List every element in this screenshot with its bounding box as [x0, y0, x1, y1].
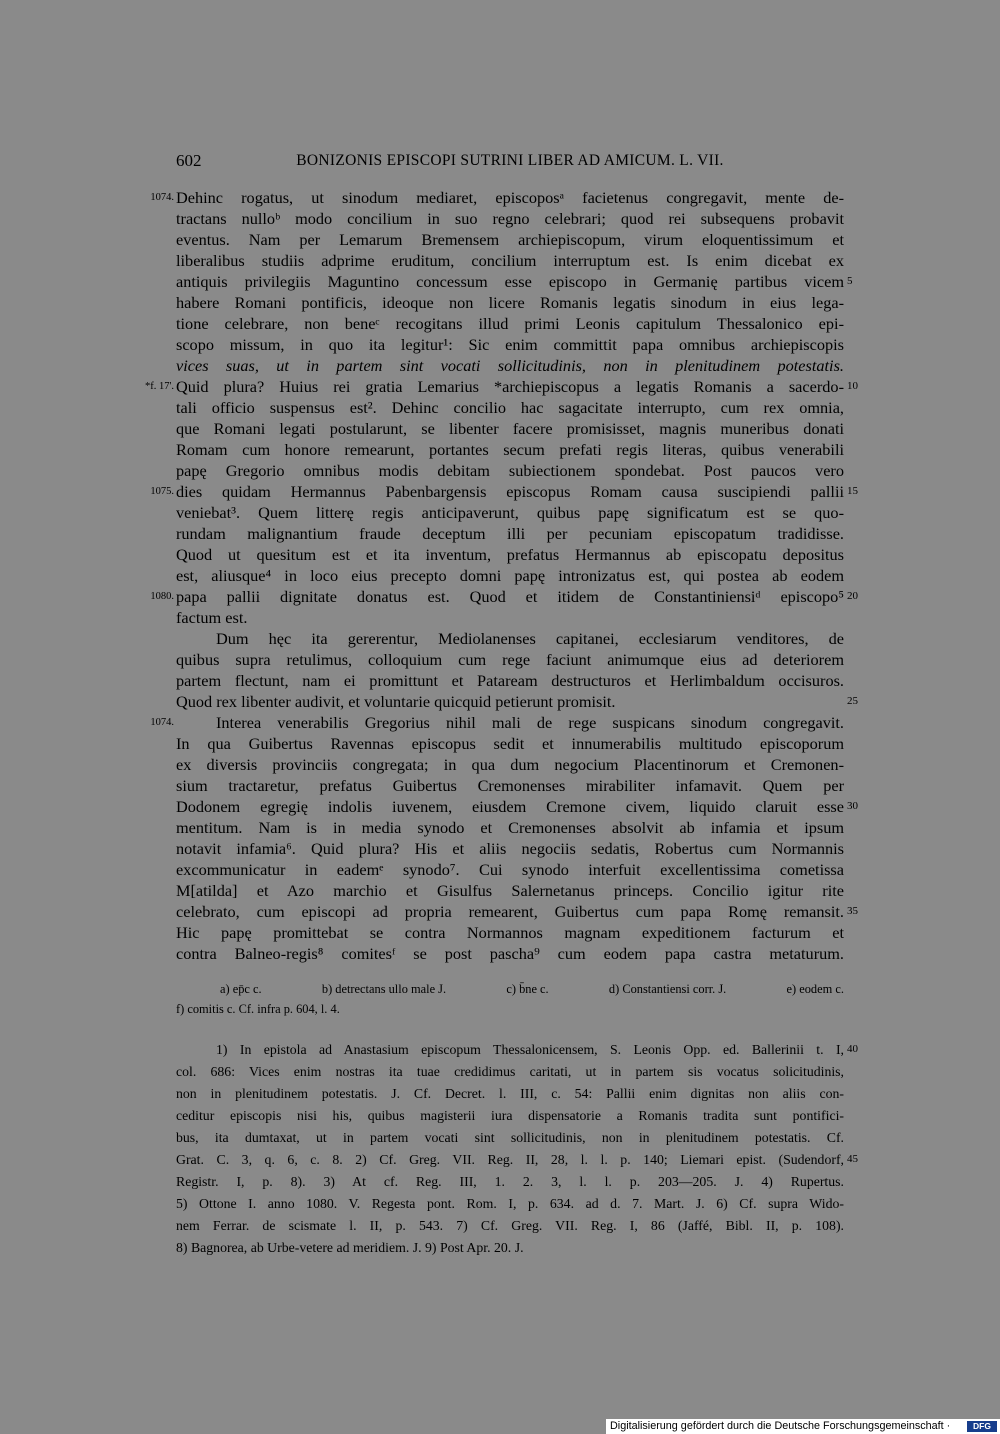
footnote-line: ceditur episcopis nisi his, quibus magisterii iura dispensatorie a Romanis tradita sunt pontifici- [176, 1108, 844, 1123]
text-line: Quod ut quesitum est et ita inventum, prefatus Hermannus ab episcopatu depositus [176, 545, 844, 564]
margin-year: 1080. [150, 591, 174, 602]
text-line: sium tractaretur, prefatus Guibertus Cremonenses mirabiliter infamavit. Quem per [176, 776, 844, 795]
apparatus-line [176, 979, 844, 999]
text-line: Dum hęc ita gererentur, Mediolanenses capitanei, ecclesiarum venditores, de [216, 629, 844, 648]
line-number: 15 [847, 485, 858, 497]
text-line: ex diversis provinciis congregata; in qua dum negocium Placentinorum et Cremonen- [176, 755, 844, 774]
apparatus-note: e) eodem c. [786, 982, 844, 996]
line-number: 20 [847, 590, 858, 602]
footnote-line: 8) Bagnorea, ab Urbe-vetere ad meridiem. J. 9) Post Apr. 20. J. [176, 1240, 524, 1255]
text-line: rundam malignantium fraude deceptum illi per pecuniam episcopatum tradidisse. [176, 524, 844, 543]
text-line: tractans nulloᵇ modo concilium in suo regno celebrari; quod rei subsequens probavit [176, 209, 844, 228]
text-line: In qua Guibertus Ravennas episcopus sedit et innumerabilis multitudo episcoporum [176, 734, 844, 753]
apparatus-note: a) ep̄c c. [220, 982, 262, 996]
text-line: Interea venerabilis Gregorius nihil mali de rege suspicans sinodum congregavit. [216, 713, 844, 732]
text-line: vices suas, ut in partem sint vocati sollicitudinis, non in plenitudinem potestatis. [176, 356, 844, 375]
footnote-line: 1) In epistola ad Anastasium episcopum Thessalonicensem, S. Leonis Opp. ed. Ballerinii t. I, [216, 1042, 844, 1057]
text-line: habere Romani pontificis, ideoque non licere Romanis legatis sinodum in eius lega- [176, 293, 844, 312]
footnote-line: nem Ferrar. de scismate l. II, p. 543. 7) Cf. Greg. VII. Reg. I, 86 (Jaffé, Bibl. II, p. 108). [176, 1218, 844, 1233]
text-line: tali officio suspensus est². Dehinc concilio hac sagacitate interrupto, cum rex omnia, [176, 398, 844, 417]
apparatus-note: d) Constantiensi corr. J. [608, 982, 727, 996]
text-line: mentitum. Nam is in media synodo et Cremonenses absolvit ab infamia et ipsum [176, 818, 844, 837]
line-number: 45 [847, 1153, 858, 1165]
margin-year: 1075. [150, 486, 174, 497]
text-line: factum est. [176, 608, 248, 627]
text-line: contra Balneo-regis⁸ comitesᶠ se post pascha⁹ cum eodem papa castra metaturum. [176, 944, 844, 963]
apparatus-note: c) b̄ne c. [506, 982, 549, 996]
text-line: notavit infamia⁶. Quid plura? His et aliis negociis sedatis, Robertus cum Normannis [176, 839, 844, 858]
page-number: 602 [176, 151, 202, 170]
text-line: que Romani legati postularunt, se libenter facere promisisset, magnis muneribus donati [176, 419, 844, 438]
margin-year: 1074. [150, 717, 174, 728]
text-line: est, aliusque⁴ in loco eius precepto domni papę intronizatus est, qui postea ab eodem [176, 566, 844, 585]
line-number: 10 [847, 380, 858, 392]
line-number: 35 [847, 905, 858, 917]
apparatus-note: f) comitis c. Cf. infra p. 604, l. 4. [176, 1002, 340, 1016]
apparatus-line [176, 999, 844, 1019]
text-line: papę Gregorio omnibus modis debitam subiectionem spondebat. Post paucos vero [176, 461, 844, 480]
apparatus-note: b) detrectans ullo male J. [321, 982, 447, 996]
line-number: 5 [847, 275, 853, 287]
text-line: Hic papę promittebat se contra Normannos magnam expeditionem facturum et [176, 923, 844, 942]
line-number: 25 [847, 695, 858, 707]
footnote-line: 5) Ottone I. anno 1080. V. Regesta pont. Rom. I, p. 634. ad d. 7. Mart. J. 6) Cf. supra Wido- [176, 1196, 844, 1211]
text-line: partem flectunt, nam ei promittunt et Pataream destructuros et Herlimbaldum occisuros. [176, 671, 844, 690]
margin-folio: *f. 17'. [144, 381, 174, 392]
text-line: excommunicatur in eademᵉ synodo⁷. Cui synodo interfuit excellentissima cometissa [176, 860, 844, 879]
text-line: Romam cum honore remearunt, portantes secum prefati regis literas, quibus venerabili [176, 440, 844, 459]
text-line: Quid plura? Huius rei gratia Lemarius *archiepiscopus a legatis Romanis a sacerdo- [176, 377, 844, 396]
text-line: celebrato, cum episcopi ad propria remearent, Guibertus cum papa Romę remansit. [176, 902, 844, 921]
footnote-line: Grat. C. 3, q. 6, c. 8. 2) Cf. Greg. VII. Reg. II, 28, l. l. p. 140; Liemari epist. (Sudendorf, [176, 1152, 844, 1167]
text-line: papa pallii dignitate donatus est. Quod et itidem de Constantiniensiᵈ episcopo⁵ [176, 587, 844, 606]
text-line: Dehinc rogatus, ut sinodum mediaret, episcoposᵃ facietenus congregavit, mente de- [176, 188, 844, 207]
dfg-attribution-bar [606, 1419, 1000, 1434]
running-header [176, 151, 844, 175]
dfg-logo-icon [967, 1421, 997, 1432]
text-line: eventus. Nam per Lemarum Bremensem archiepiscopum, virum eloquentissimum et [176, 230, 844, 249]
text-line: liberalibus studiis adprime eruditum, concilium interruptum est. Is enim dicebat ex [176, 251, 844, 270]
footnote-line: bus, ita dumtaxat, ut in partem vocati sint sollicitudinis, non in plenitudinem potestatis. Cf. [176, 1130, 844, 1145]
text-line: Dodonem egregię indolis iuvenem, eiusdem Cremone civem, liquido claruit esse [176, 797, 844, 816]
line-number: 40 [847, 1043, 858, 1055]
footnote-line: col. 686: Vices enim nostras ita tuae credidimus caritati, ut in partem sis vocatus solicitudinis, [176, 1064, 844, 1079]
text-line: dies quidam Hermannus Pabenbargensis episcopus Romam causa suscipiendi pallii [176, 482, 844, 501]
text-line: veniebat³. Quem litterę regis anticipaverunt, quibus papę significatum est se quo- [176, 503, 844, 522]
text-line: antiquis privilegiis Maguntino concessum esse episcopo in Germanię partibus vicem [176, 272, 844, 291]
text-line: tione celebrare, non beneᶜ recogitans illud primi Leonis capitulum Thessalonico epi- [176, 314, 844, 333]
text-line: scopo missum, in quo ita legitur¹: Sic enim committit papa omnibus archiepiscopis [176, 335, 844, 354]
dfg-logo-text: DFG [973, 1421, 991, 1431]
margin-year: 1074. [150, 192, 174, 203]
funding-notice: Digitalisierung gefördert durch die Deutsche Forschungsgemeinschaft · [610, 1420, 951, 1432]
footnote-line: non in plenitudinem potestatis. J. Cf. Decret. l. III, c. 54: Pallii enim dignitas non aliis con- [176, 1086, 844, 1101]
text-line: Quod rex libenter audivit, et voluntarie quicquid petierunt promisit. [176, 692, 616, 711]
text-line: quibus supra retulimus, colloquium cum rege faciunt animumque eius ad deteriorem [176, 650, 844, 669]
running-title: BONIZONIS EPISCOPI SUTRINI LIBER AD AMICUM. L. VII. [296, 152, 724, 169]
text-line: M[atilda] et Azo marchio et Gisulfus Salernetanus princeps. Concilio igitur rite [176, 881, 844, 900]
footnote-line: Registr. I, p. 8). 3) At cf. Reg. III, 1. 2. 3, l. l. p. 203—205. J. 4) Rupertus. [176, 1174, 844, 1189]
line-number: 30 [847, 800, 858, 812]
